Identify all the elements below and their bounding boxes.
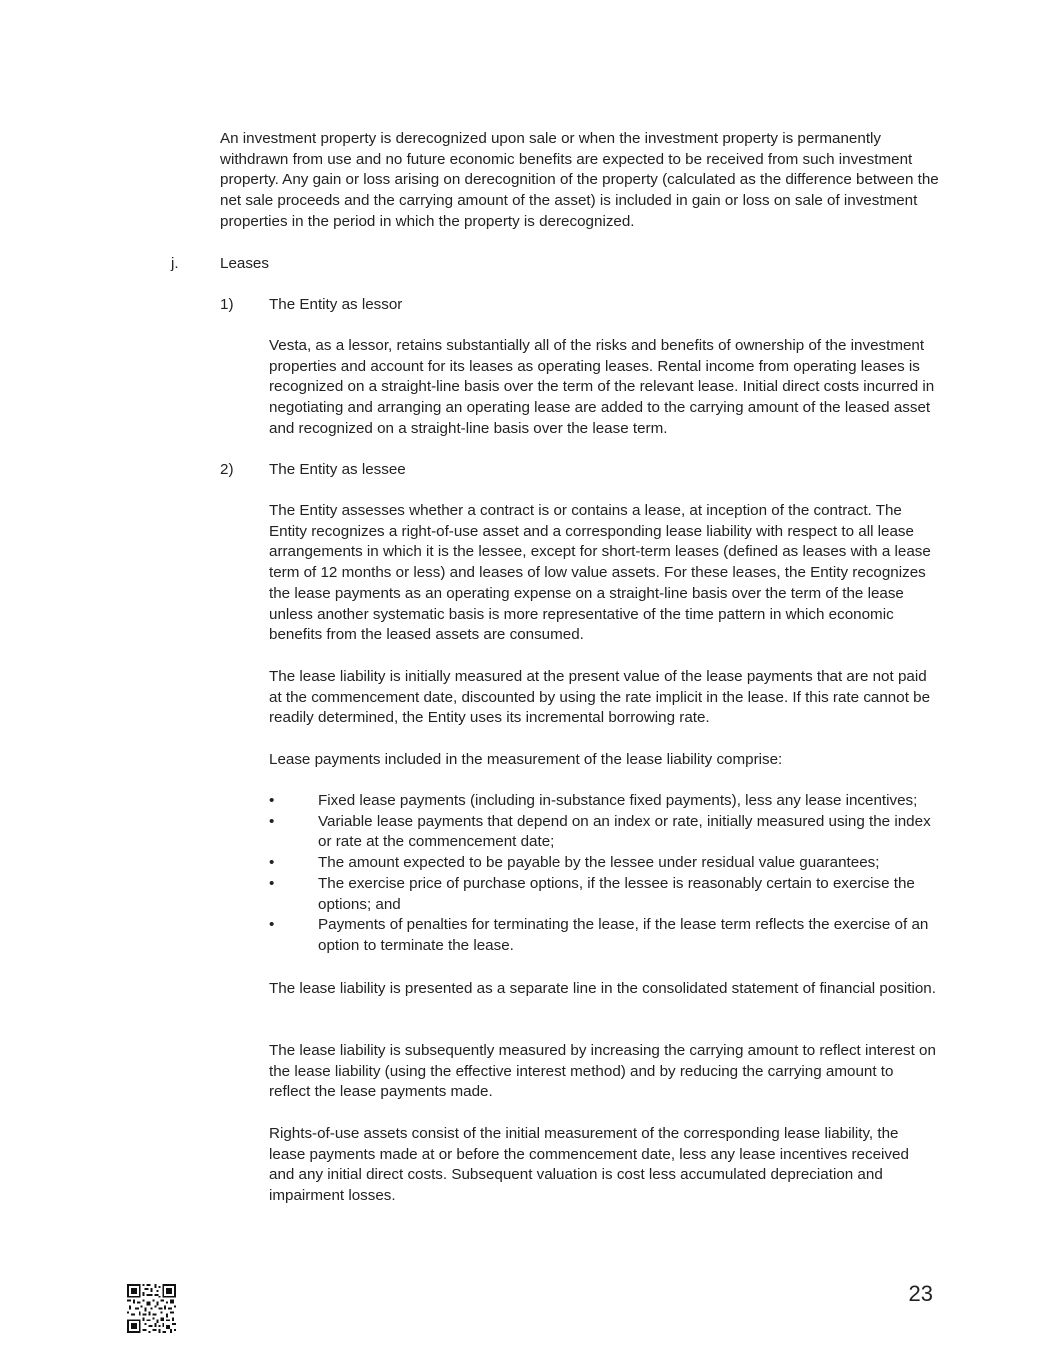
bullet-icon: • xyxy=(269,792,275,809)
list-item xyxy=(269,853,939,874)
intro-paragraph: An investment property is derecognized upon sale or when the investment property is permanently withdrawn from use and no future economic benefits are expected to be received from such investment property. Any gain or loss arising on derecognition of the property (calculated as the difference between the net sale proceeds and the carrying amount of the asset) is included in gain or loss on sale of investment properties in the period in which the property is derecognized. xyxy=(220,130,939,230)
list-item xyxy=(269,812,939,853)
bullet-icon: • xyxy=(269,916,275,934)
section-title: Leases xyxy=(220,255,269,272)
lessee-paragraph-6: Rights-of-use assets consist of the initial measurement of the corresponding lease liability, the lease payments made at or before the commencement date, less any lease incentives received and any initial direct costs. Subsequent valuation is cost less accumulated depreciation and impairment losses. xyxy=(269,1125,909,1205)
list-item xyxy=(269,791,939,812)
lessee-paragraph-4: The lease liability is presented as a separate line in the consolidated statement of financial position. xyxy=(269,980,936,997)
bullet-icon: • xyxy=(269,854,275,872)
list-item-text: The amount expected to be payable by the lessee under residual value guarantees; xyxy=(318,854,880,872)
list-item xyxy=(269,874,939,915)
list-item-text: Fixed lease payments (including in-substance fixed payments), less any lease incentives; xyxy=(318,792,918,809)
lessor-number: 1) xyxy=(220,296,234,313)
lessee-paragraph-1: The Entity assesses whether a contract is or contains a lease, at inception of the contract. The Entity recognizes a right-of-use asset and a corresponding lease liability with respect to all lease arrangements in which it is the lessee, except for short-term leases (defined as leases with a lease term of 12 months or less) and leases of low value assets. For these leases, the Entity recognizes the lease payments as an operating expense on a straight-line basis over the term of the lease unless another systematic basis is more representative of the time pattern in which economic benefits from the leased assets are consumed. xyxy=(269,502,931,644)
lease-payments-list xyxy=(269,791,939,957)
lessee-paragraph-3: Lease payments included in the measurement of the lease liability comprise: xyxy=(269,751,783,768)
lessee-number: 2) xyxy=(220,461,234,478)
lessor-title: The Entity as lessor xyxy=(269,296,403,313)
list-item-text: Payments of penalties for terminating the lease, if the lease term reflects the exercise of an option to terminate the lease. xyxy=(318,916,929,954)
list-item-text: The exercise price of purchase options, if the lessee is reasonably certain to exercise the options; and xyxy=(318,874,915,913)
page-number: 23 xyxy=(908,1281,933,1306)
list-item-text: Variable lease payments that depend on an index or rate, initially measured using the index or rate at the commencement date; xyxy=(318,812,931,851)
list-item xyxy=(269,915,939,956)
lessor-paragraph: Vesta, as a lessor, retains substantially all of the risks and benefits of ownership of the investment properties and account for its leases as operating leases. Rental income from operating leases is recognized on a straight-line basis over the term of the relevant lease. Initial direct costs incurred in negotiating and arranging an operating lease are added to the carrying amount of the leased asset and recognized on a straight-line basis over the lease term. xyxy=(269,337,935,437)
lessee-paragraph-5: The lease liability is subsequently measured by increasing the carrying amount to reflect interest on the lease liability (using the effective interest method) and by reducing the carrying amount to reflect the lease payments made. xyxy=(269,1042,936,1101)
section-marker: j. xyxy=(171,255,179,272)
lessee-title: The Entity as lessee xyxy=(269,461,406,478)
qr-code-icon xyxy=(127,1284,176,1333)
bullet-icon: • xyxy=(269,874,275,892)
lessee-paragraph-2: The lease liability is initially measured at the present value of the lease payments that are not paid at the commencement date, discounted by using the rate implicit in the lease. If this rate cannot be readily determined, the Entity uses its incremental borrowing rate. xyxy=(269,668,931,727)
bullet-icon: • xyxy=(269,812,275,830)
